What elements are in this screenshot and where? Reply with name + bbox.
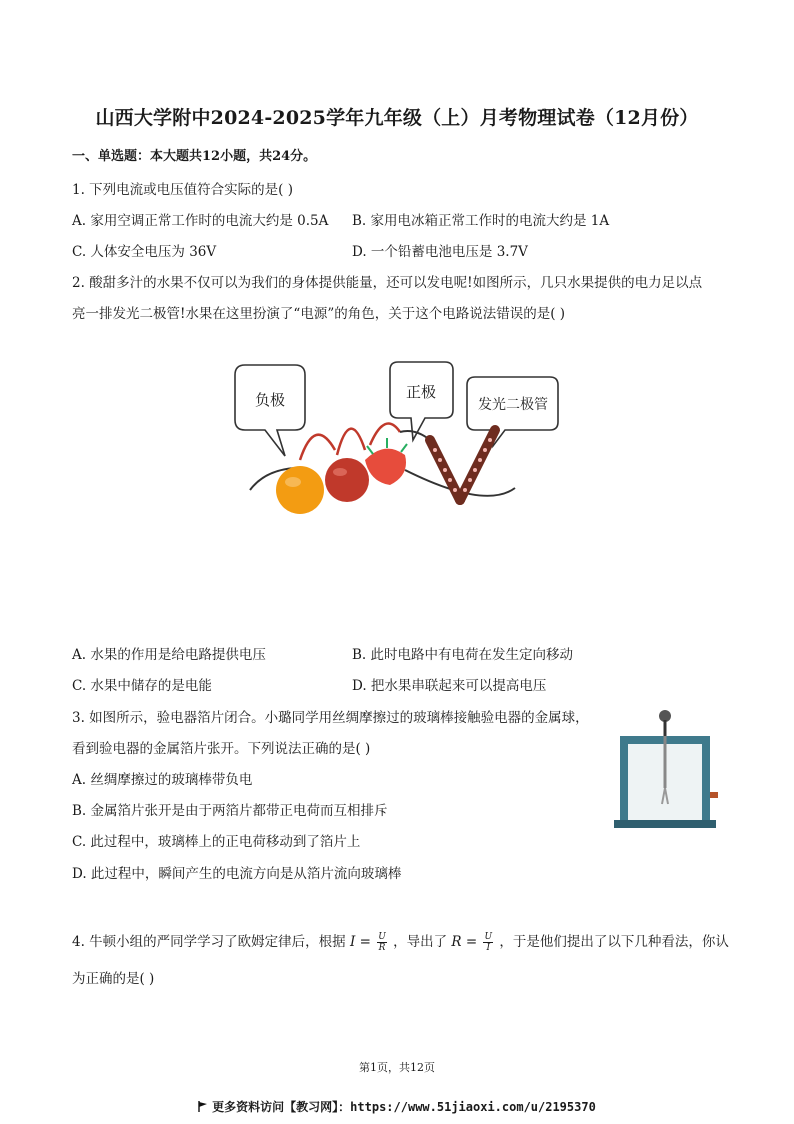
question-4-text-c: ，于是他们提出了以下几种看法，你认 (499, 934, 729, 950)
question-2-option-b: B. 此时电路中有电荷在发生定向移动 (352, 647, 574, 663)
dragon-fruit (365, 449, 406, 485)
question-2-stem-line2: 亮一排发光二极管!水果在这里扮演了“电源”的角色，关于这个电路说法错误的是( ) (72, 306, 566, 322)
footer-link-text[interactable]: 更多资料访问【教习网】：https://www.51jiaoxi.com/u/2195370 (212, 1100, 596, 1114)
question-2-option-a: A. 水果的作用是给电路提供电压 (72, 647, 266, 663)
page-number: 第1页，共12页 (359, 1061, 435, 1074)
question-4-text-b: ，导出了 (393, 934, 448, 950)
section-heading: 一、单选题：本大题共12小题，共24分。 (72, 149, 317, 164)
question-3-option-c: C. 此过程中，玻璃棒上的正电荷移动到了箔片上 (72, 834, 361, 850)
led-label: 发光二极管 (478, 397, 548, 413)
question-2-stem-line1: 2. 酸甜多汁的水果不仅可以为我们的身体提供能量，还可以发电呢!如图所示，几只水果提供的电力足以点 (72, 275, 703, 291)
question-3-option-b: B. 金属箔片张开是由于两箔片都带正电荷而互相排斥 (72, 803, 388, 819)
question-1-option-d: D. 一个铅蓄电池电压是 3.7V (352, 244, 528, 260)
question-1-option-c: C. 人体安全电压为 36V (72, 244, 217, 260)
formula-var-r: R (451, 934, 462, 950)
flag-icon (198, 1101, 208, 1112)
formula-u-over-r (377, 932, 387, 953)
positive-callout (390, 362, 453, 440)
fruit-battery-figure (225, 360, 565, 520)
formula-num-u: U (378, 932, 386, 942)
question-1-option-b: B. 家用电冰箱正常工作时的电流大约是 1A (352, 213, 610, 229)
page-title: 山西大学附中2024-2025学年九年级（上）月考物理试卷（12月份） (95, 107, 699, 129)
formula-den-i: I (486, 943, 491, 953)
formula-equals-1: = (359, 934, 371, 950)
question-4-stem-line1 (72, 930, 729, 953)
question-2-option-c: C. 水果中储存的是电能 (72, 678, 212, 694)
question-2-option-d: D. 把水果串联起来可以提高电压 (352, 678, 547, 694)
negative-label: 负极 (254, 391, 286, 409)
electroscope-figure (612, 708, 722, 830)
pomegranate-fruit (325, 458, 369, 502)
question-3-option-a: A. 丝绸摩擦过的玻璃棒带负电 (72, 772, 253, 788)
question-3-stem-line1: 3. 如图所示，验电器箔片闭合。小璐同学用丝绸摩擦过的玻璃棒接触验电器的金属球， (72, 710, 589, 726)
formula-equals-2: = (465, 934, 478, 950)
led-strip (430, 430, 495, 500)
orange-fruit (276, 466, 324, 514)
question-3-stem-line2: 看到验电器的金属箔片张开。下列说法正确的是( ) (72, 741, 371, 757)
formula-ohm-var-i: I (349, 934, 356, 950)
question-3-option-d: D. 此过程中，瞬间产生的电流方向是从箔片流向玻璃棒 (72, 866, 402, 882)
question-4-stem-line2: 为正确的是( ) (72, 971, 155, 987)
negative-callout (235, 365, 305, 456)
question-1-stem: 1. 下列电流或电压值符合实际的是( ) (72, 182, 293, 198)
question-1-option-a: A. 家用空调正常工作时的电流大约是 0.5A (72, 213, 329, 229)
positive-label: 正极 (405, 383, 437, 401)
question-4-text-a: 4. 牛顿小组的严同学学习了欧姆定律后，根据 (72, 934, 346, 950)
formula-den-r: R (378, 943, 386, 953)
formula-u-over-i (483, 932, 493, 953)
footer-link[interactable] (0, 1098, 794, 1115)
led-callout (467, 377, 558, 446)
formula-num-u2: U (484, 932, 493, 942)
